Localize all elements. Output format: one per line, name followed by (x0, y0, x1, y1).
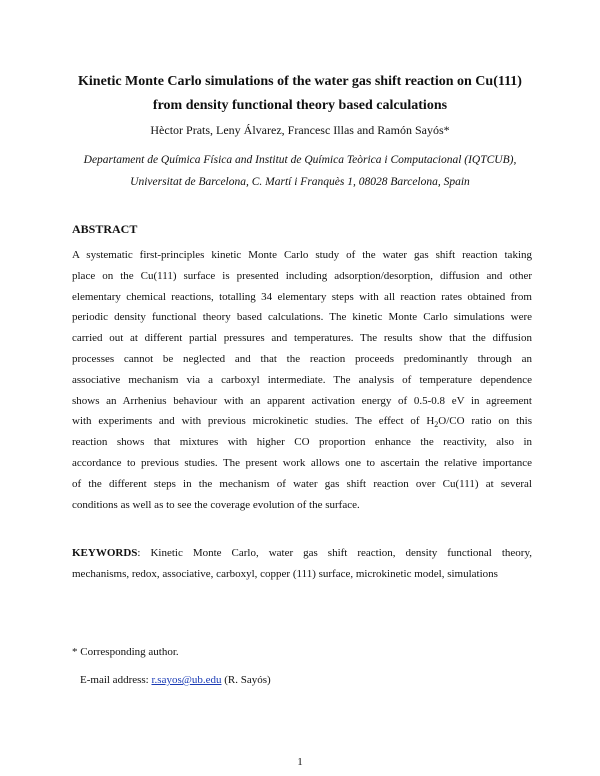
email-line (80, 674, 271, 686)
keywords-section (72, 543, 532, 585)
title-line-2: from density functional theory based calculations (152, 98, 448, 113)
affiliation-line-2: Universitat de Barcelona, C. Martí i Franquès 1, 08028 Barcelona, Spain (130, 176, 470, 188)
abstract-line-ratio (72, 411, 532, 432)
abstract-line: shows an Arrhenius behaviour with an apparent activation energy of 0.5-0.8 eV in agreement (72, 394, 532, 407)
abstract-line: elementary chemical reactions, totalling 34 elementary steps with all reaction rates obtained from (72, 290, 532, 303)
affiliation-line-1: Departament de Química Física and Institut de Química Teòrica i Computacional (IQTCUB), (83, 154, 517, 166)
abstract-line: reaction shows that mixtures with higher CO proportion enhance the reactivity, also in (72, 436, 532, 449)
abstract-line-ratio-tail: O/CO ratio on this (438, 415, 533, 428)
abstract-line: accordance to previous studies. The present work allows one to ascertain the relative importance (72, 456, 532, 469)
abstract-heading: ABSTRACT (72, 222, 138, 236)
abstract-line: processes cannot be neglected and that the reaction proceeds predominantly through an (72, 352, 532, 365)
abstract-line-ratio-head: with experiments and with previous microkinetic studies. The effect of H (72, 415, 435, 428)
keywords-line-1 (72, 543, 532, 564)
keywords-label: KEYWORDS (72, 547, 138, 559)
abstract-line: of the different steps in the mechanism of water gas shift reaction over Cu(111) at several (72, 477, 532, 490)
email-suffix: (R. Sayós) (221, 674, 271, 686)
email-link[interactable]: r.sayos@ub.edu (151, 674, 222, 686)
author-list: Hèctor Prats, Leny Álvarez, Francesc Illas and Ramón Sayós* (150, 123, 450, 137)
affiliation (40, 149, 560, 193)
corresponding-author-note: * Corresponding author. (72, 646, 179, 658)
abstract-line: associative mechanism via a carboxyl intermediate. The analysis of temperature dependence (72, 373, 532, 386)
email-label: E-mail address: (80, 674, 152, 686)
abstract-line: A systematic first-principles kinetic Monte Carlo study of the water gas shift reaction taking (72, 249, 532, 261)
page-number: 1 (297, 756, 303, 768)
abstract-line: place on the Cu(111) surface is presented including adsorption/desorption, diffusion and other (72, 269, 532, 282)
abstract-line: periodic density functional theory based calculations. The kinetic Monte Carlo simulations were (72, 311, 532, 324)
abstract-line: conditions as well as to see the coverage evolution of the surface. (72, 498, 360, 511)
abstract-line: carried out at different partial pressures and temperatures. The results show that the diffusion (72, 332, 532, 345)
title-line-1: Kinetic Monte Carlo simulations of the water gas shift reaction on Cu(111) (78, 74, 522, 89)
keywords-line-2: mechanisms, redox, associative, carboxyl, copper (111) surface, microkinetic model, simulations (72, 568, 498, 580)
keywords-text-1: : Kinetic Monte Carlo, water gas shift reaction, density functional theory, (137, 547, 532, 559)
subscript-two: 2 (434, 420, 439, 430)
abstract-body (72, 245, 532, 515)
paper-title (40, 70, 560, 118)
